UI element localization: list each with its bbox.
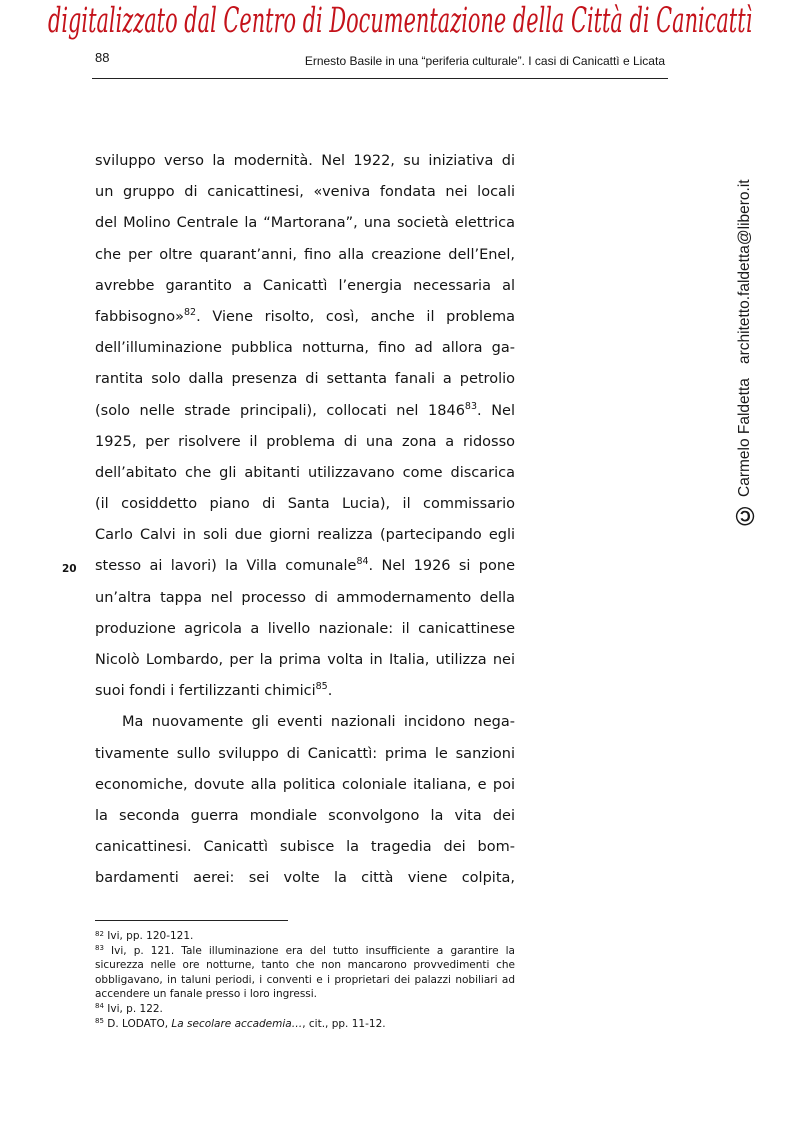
- banner-text: digitalizzato dal Centro di Documentazione della Città di Canicattì: [48, 1, 752, 42]
- body-line: produzione agricola a livello nazionale: il canicattinese: [95, 620, 515, 637]
- footnote-83-line: obbligavano, in taluni periodi, i conventi e i proprietari dei palazzi nobiliari ad: [95, 973, 515, 986]
- body-line: [95, 551, 515, 582]
- body-line: avrebbe garantito a Canicattì l’energia necessaria al: [95, 277, 515, 294]
- footnote-text: Ivi, p. 122.: [107, 1002, 163, 1015]
- running-header-title: Ernesto Basile in una “periferia culturale”. I casi di Canicattì e Licata: [304, 54, 665, 68]
- body-text-segment: (solo nelle strade principali), collocati nel 1846: [95, 402, 465, 419]
- copyright-icon: ©: [730, 501, 760, 531]
- body-text-segment: . Nel 1926 si pone: [368, 558, 515, 575]
- footnote-text: Ivi, p. 121. Tale illuminazione era del tutto insufficiente a garantire la: [111, 944, 515, 957]
- header-rule: [92, 78, 668, 79]
- footnote-84: [95, 1002, 515, 1017]
- footnote-title: La secolare accademia…: [171, 1017, 303, 1030]
- footnote-ref-84: 84: [356, 556, 369, 568]
- body-text-segment: stesso ai lavori) la Villa comunale: [95, 558, 357, 575]
- footnote-83-line: sicurezza nelle ore notturne, tanto che non mancarono provvedimenti che: [95, 959, 515, 972]
- paragraph-2: [95, 707, 515, 894]
- footnote-ref-82: 82: [184, 306, 197, 318]
- body-line: [95, 396, 515, 427]
- footnote-ref-85: 85: [315, 681, 328, 693]
- watermark-email: architetto.faldetta@libero.it: [736, 179, 753, 365]
- body-line: tivamente sullo sviluppo di Canicattì: prima le sanzioni: [95, 745, 515, 762]
- body-text-segment: . Viene risolto, così, anche il problema: [196, 308, 515, 325]
- body-text-segment: fabbisogno»: [95, 308, 184, 325]
- body-line: [95, 676, 515, 707]
- footnote-83: [95, 944, 515, 959]
- footnotes: [95, 929, 515, 1031]
- copyright-watermark: [730, 179, 760, 531]
- footnote-text: Ivi, pp. 120-121.: [107, 930, 194, 942]
- body-line: un’altra tappa nel processo di ammodernamento della: [95, 589, 515, 606]
- footnote-83-line: accendere un fanale presso i loro ingressi.: [95, 988, 318, 1001]
- page-number: 88: [95, 50, 110, 65]
- body-line: economiche, dovute alla politica coloniale italiana, e poi: [95, 776, 515, 793]
- body-line: [95, 302, 515, 333]
- body-text-segment: . Nel: [477, 402, 515, 419]
- body-line: (il cosiddetto piano di Santa Lucia), il commissario: [95, 496, 515, 513]
- footnote-number: 82: [95, 929, 104, 938]
- body-text-segment: suoi fondi i fertilizzanti chimici: [95, 683, 316, 700]
- body-line: Ma nuovamente gli eventi nazionali incidono nega-: [122, 714, 515, 731]
- body-line: dell’illuminazione pubblica notturna, fino ad allora ga-: [95, 340, 515, 357]
- body-line: Carlo Calvi in soli due giorni realizza (partecipando egli: [95, 527, 515, 544]
- body-text: [95, 146, 515, 895]
- body-line: la seconda guerra mondiale sconvolgono la vita dei: [95, 807, 515, 824]
- body-line: bardamenti aerei: sei volte la città viene colpita,: [95, 870, 515, 887]
- body-line: del Molino Centrale la “Martorana”, una società elettrica: [95, 215, 515, 232]
- body-line: sviluppo verso la modernità. Nel 1922, su iniziativa di: [95, 153, 515, 169]
- footnote-number: 85: [95, 1017, 104, 1026]
- digitization-banner: [48, 0, 752, 46]
- body-line: Nicolò Lombardo, per la prima volta in Italia, utilizza nei: [95, 652, 515, 668]
- body-line: un gruppo di canicattinesi, «veniva fondata nei locali: [95, 184, 515, 201]
- body-line: 1925, per risolvere il problema di una zona a ridosso: [95, 433, 515, 450]
- footnote-separator: [95, 920, 288, 921]
- footnote-number: 83: [95, 944, 104, 953]
- body-line: dell’abitato che gli abitanti utilizzavano come discarica: [95, 464, 515, 481]
- footnote-82: [95, 929, 515, 944]
- margin-line-number: 20: [62, 563, 77, 575]
- watermark-author: Carmelo Faldetta: [736, 378, 753, 497]
- footnote-text: , cit., pp. 11-12.: [302, 1017, 386, 1030]
- body-line: canicattinesi. Canicattì subisce la tragedia dei bom-: [95, 839, 515, 856]
- footnote-author: D. LODATO,: [107, 1017, 172, 1030]
- footnote-ref-83: 83: [464, 400, 478, 412]
- body-line: rantita solo dalla presenza di settanta fanali a petrolio: [95, 371, 515, 388]
- body-line: che per oltre quarant’anni, fino alla creazione dell’Enel,: [95, 246, 515, 263]
- body-text-segment: .: [327, 683, 333, 700]
- footnote-85: [95, 1017, 515, 1032]
- paragraph-1: [95, 146, 515, 707]
- footnote-number: 84: [95, 1002, 104, 1011]
